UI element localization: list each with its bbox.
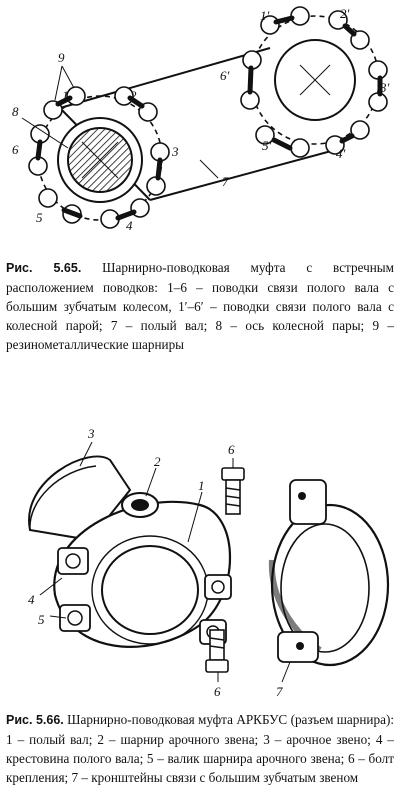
figure-5-65-caption-text: Шарнирно-поводковая муфта с встречным расположением поводков: 1–6 – поводки связи полого вала с большим зубчатым колесом, 1′–6′ – поводки связи полого вала с колесной парой; 7 – полый вал; 8 – ось колесной пары; 9 – резинометаллические шарниры	[6, 260, 394, 352]
figure-5-65-coupling-diagram	[0, 0, 400, 248]
fig1-label-7: 7	[222, 174, 229, 189]
figure-5-66-arkbus-coupling	[0, 420, 400, 710]
figure-5-65-caption-label: Рис. 5.65.	[6, 261, 82, 275]
fig1-label-1: 1	[62, 88, 69, 103]
fig2-label-2: 2	[154, 454, 161, 469]
fig2-label-1: 1	[198, 478, 205, 493]
fig2-label-6-top: 6	[228, 442, 235, 457]
fig1-label-5-prime: 5'	[262, 138, 272, 153]
fig1-label-2-prime: 2'	[340, 6, 350, 21]
fig1-label-4: 4	[126, 218, 133, 233]
figure-5-65-caption	[6, 258, 394, 354]
fig1-label-6: 6	[12, 142, 19, 157]
fig2-label-6-bottom: 6	[214, 684, 221, 699]
mounting-bolt-top	[222, 468, 244, 514]
fig1-label-9: 9	[58, 50, 65, 65]
fig1-label-4-prime: 4'	[336, 146, 346, 161]
figure-5-66-caption-text: Шарнирно-поводковая муфта АРКБУС (разъем шарнира): 1 – полый вал; 2 – шарнир арочного звена; 3 – арочное звено; 4 – крестовина полого вала; 5 – валик шарнира арочного звена; 6 – болт крепления; 7 – кронштейны связи с большим зубчатым звеном	[6, 712, 394, 785]
fig1-label-3-prime: 3'	[380, 80, 390, 95]
figure-5-66-caption	[6, 710, 394, 787]
fig1-label-6-prime: 6'	[220, 68, 230, 83]
fig2-label-4: 4	[28, 592, 35, 607]
fig2-label-7: 7	[276, 684, 283, 699]
fig1-label-3: 3	[172, 144, 179, 159]
fig2-label-3: 3	[88, 426, 95, 441]
mounting-bolt-bottom	[206, 630, 228, 672]
fig1-label-5: 5	[36, 210, 43, 225]
figure-5-66-caption-label: Рис. 5.66.	[6, 713, 64, 727]
fig1-label-8: 8	[12, 104, 19, 119]
fig2-label-5: 5	[38, 612, 45, 627]
fig1-label-1-prime: 1'	[260, 8, 270, 23]
fig1-label-2: 2	[130, 88, 137, 103]
hollow-shaft-bore	[102, 546, 198, 634]
